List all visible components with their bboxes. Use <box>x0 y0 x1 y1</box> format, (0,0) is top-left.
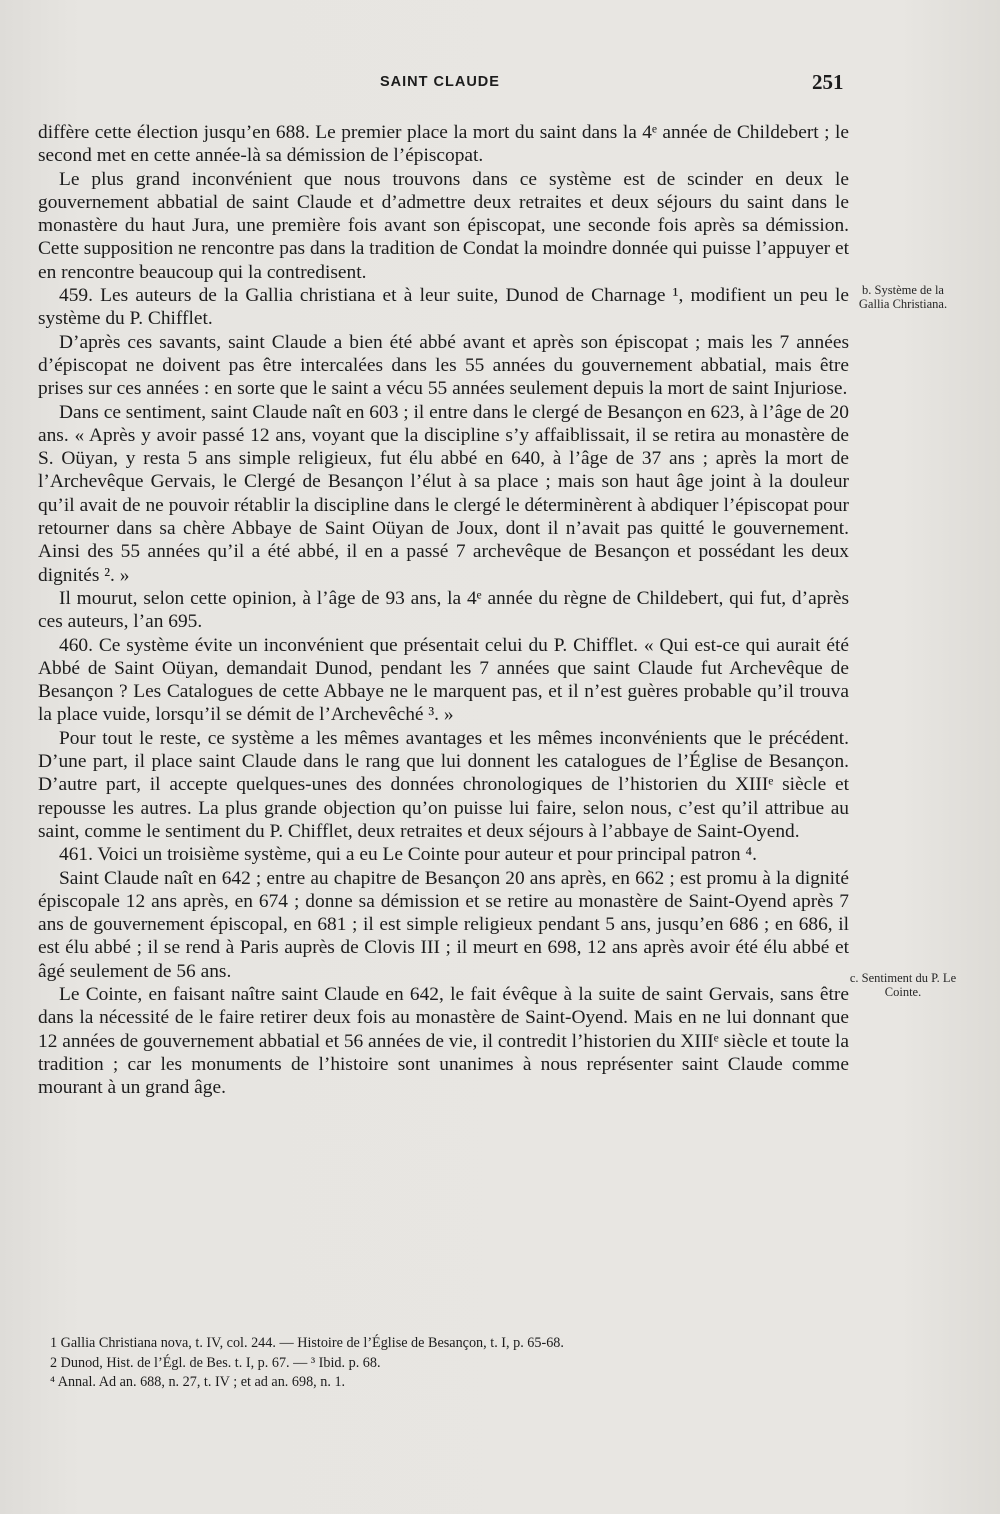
running-head: SAINT CLAUDE <box>380 74 500 90</box>
paragraph: 460. Ce système évite un inconvénient que présentait celui du P. Chifflet. « Qui est-ce qui aurait été Abbé de Saint Oüyan, demandait Dunod, pendant les 7 années que saint Claude fut Archevêque de Besançon ? Les Catalogues de cette Abbaye ne le marquent pas, et il n’est guères probable qu’il trouva la place vuide, lorsqu’il se démit de l’Archevêché ³. » <box>38 634 849 726</box>
paragraph: Saint Claude naît en 642 ; entre au chapitre de Besançon 20 ans après, en 662 ; est promu à la dignité épiscopale 12 ans après, en 674 ; donne sa démission et se retire au monastère de Saint-Oyend après 7 ans de gouvernement épiscopal, en 681 ; il est simple religieux pendant 5 ans, jusqu’en 686 ; en 686, il est élu abbé ; il se rend à Paris auprès de Clovis III ; il meurt en 698, 12 ans après avoir été élu abbé et âgé seulement de 56 ans. <box>38 867 849 982</box>
paragraph: Dans ce sentiment, saint Claude naît en 603 ; il entre dans le clergé de Besançon en 623, à l’âge de 20 ans. « Après y avoir passé 12 ans, voyant que la discipline s’y affaiblissait, il se retira au monastère de S. Oüyan, y resta 5 ans simple religieux, fut élu abbé en 640, à l’âge de 37 ans ; après la mort de l’Archevêque Gervais, le Clergé de Besançon l’élut à sa place ; mais son haut âge joint à la douleur qu’il avait de ne pouvoir rétablir la discipline dans le clergé le déterminèrent à abdiquer l’épiscopat pour retourner dans sa chère Abbaye de Saint Oüyan de Joux, dont il n’avait pas quitté le gouvernement. Ainsi des 55 années qu’il a été abbé, il en a passé 7 archevêque de Besançon et possédant les deux dignités ². » <box>38 401 849 586</box>
footnotes <box>50 1334 850 1393</box>
body-text <box>38 121 849 1099</box>
paragraph: D’après ces savants, saint Claude a bien été abbé avant et après son épiscopat ; mais les 7 années d’épiscopat ne doivent pas être intercalées dans les 55 années du gouvernement abbatial, mais être prises sur ces années : en sorte que le saint a vécu 55 années seulement depuis la mort de saint Injuriose. <box>38 331 849 400</box>
page-number: 251 <box>812 70 844 94</box>
paragraph: 461. Voici un troisième système, qui a eu Le Cointe pour auteur et pour principal patron ⁴. <box>59 844 758 866</box>
footnote: ⁴ Annal. Ad an. 688, n. 27, t. IV ; et ad an. 698, n. 1. <box>50 1374 346 1390</box>
margin-note: c. Sentiment du P. Le Cointe. <box>849 971 957 999</box>
footnote: 1 Gallia Christiana nova, t. IV, col. 244. — Histoire de l’Église de Besançon, t. I, p. 65-68. <box>50 1335 564 1351</box>
margin-note: b. Système de la Gallia Christiana. <box>858 283 948 311</box>
paragraph: diffère cette élection jusqu’en 688. Le premier place la mort du saint dans la 4ᵉ année de Childebert ; le second met en cette année-là sa démission de l’épiscopat. <box>38 122 849 167</box>
paragraph: Le Cointe, en faisant naître saint Claude en 642, le fait évêque à la suite de saint Gervais, sans être dans la nécessité de le faire retirer deux fois au monastère de Saint-Oyend. Mais en ne lui donnant que 12 années de gouvernement abbatial et 56 années de vie, il contredit l’historien du XIIIᵉ siècle et toute la tradition ; car les monuments de l’histoire sont unanimes à nous représenter saint Claude comme mourant à un grand âge. <box>38 983 850 1099</box>
paragraph: Pour tout le reste, ce système a les mêmes avantages et les mêmes inconvénients que le précédent. D’une part, il place saint Claude dans le rang que lui donnent les catalogues de l’Église de Besançon. D’autre part, il accepte quelques-unes des données chronologiques de l’historien du XIIIᵉ siècle et repousse les autres. La plus grande objection qu’on puisse lui faire, selon nous, c’est qu’il attribue au saint, comme le sentiment du P. Chifflet, deux retraites et deux séjours à l’abbaye de Saint-Oyend. <box>38 727 849 842</box>
footnote: 2 Dunod, Hist. de l’Égl. de Bes. t. I, p. 67. — ³ Ibid. p. 68. <box>50 1354 381 1371</box>
paragraph: 459. Les auteurs de la Gallia christiana et à leur suite, Dunod de Charnage ¹, modifient un peu le système du P. Chifflet. <box>38 285 849 330</box>
paragraph: Le plus grand inconvénient que nous trouvons dans ce système est de scinder en deux le gouvernement abbatial de saint Claude et d’admettre deux retraites et deux séjours du saint dans le monastère du haut Jura, une première fois avant son épiscopat, une seconde fois après sa démission. Cette supposition ne rencontre pas dans la tradition de Condat la moindre donnée qui puisse l’appuyer et en rencontre beaucoup qui la contredisent. <box>38 168 849 283</box>
paragraph: Il mourut, selon cette opinion, à l’âge de 93 ans, la 4ᵉ année du règne de Childebert, qui fut, d’après ces auteurs, l’an 695. <box>38 587 849 633</box>
